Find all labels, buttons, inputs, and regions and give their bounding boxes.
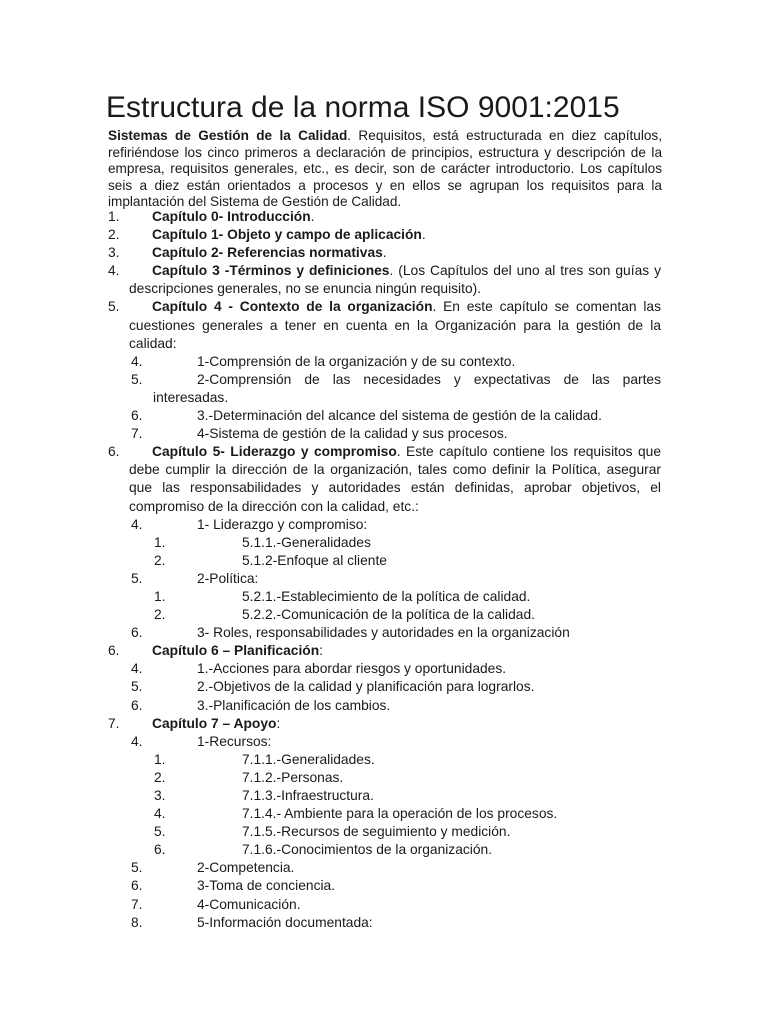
list-item [0, 425, 768, 443]
list-item [0, 787, 768, 805]
list-item [0, 226, 768, 244]
item-text: . [382, 245, 387, 261]
item-number: 6. [108, 643, 120, 659]
chapter-heading: Capítulo 1- Objeto y campo de aplicación [152, 227, 422, 243]
item-text: . En este capítulo se comentan las cuestiones generales a tener en cuenta en la Organización para la gestión de la calidad: [129, 299, 661, 351]
item-number: 1. [108, 209, 120, 224]
item-text: 4-Comunicación. [197, 896, 301, 912]
item-number: 6. [108, 444, 120, 460]
item-number: 1. [154, 534, 166, 550]
item-text: 7.1.1.-Generalidades. [242, 751, 375, 767]
item-text: 7.1.5.-Recursos de seguimiento y medición. [242, 824, 511, 840]
item-number: 5. [131, 371, 143, 387]
item-number: 6. [131, 697, 143, 713]
list-item [0, 914, 768, 932]
chapter-heading: Capítulo 0- Introducción [152, 209, 311, 224]
list-item [0, 262, 768, 298]
item-number: 6. [154, 842, 166, 858]
item-number: 2. [108, 227, 120, 243]
list-item [0, 896, 768, 914]
item-text: : [319, 643, 323, 659]
item-number: 2. [154, 607, 166, 623]
item-number: 6. [131, 408, 143, 424]
item-number: 5. [131, 570, 143, 586]
list-item [0, 624, 768, 642]
item-text: 2-Política: [197, 570, 259, 586]
chapter-heading: Capítulo 3 -Términos y definiciones [152, 263, 390, 279]
list-item [0, 570, 768, 588]
list-item [0, 769, 768, 787]
list-item [0, 244, 768, 262]
list-item [0, 751, 768, 769]
item-number: 4. [154, 806, 166, 822]
item-text: 5.2.2.-Comunicación de la política de la calidad. [242, 607, 535, 623]
item-number: 6. [131, 878, 143, 894]
list-item [0, 298, 768, 352]
item-text: 4-Sistema de gestión de la calidad y sus procesos. [197, 426, 508, 442]
item-number: 4. [131, 661, 143, 677]
item-text: 2-Competencia. [197, 860, 295, 876]
page-title: Estructura de la norma ISO 9001:2015 [106, 91, 620, 124]
list-item [0, 715, 768, 733]
item-number: 5. [131, 860, 143, 876]
item-text: 5-Información documentada: [197, 914, 373, 930]
item-text: 3-Toma de conciencia. [197, 878, 336, 894]
item-number: 5. [154, 824, 166, 840]
list-item [0, 534, 768, 552]
list-item [0, 516, 768, 534]
item-number: 4. [108, 263, 120, 279]
item-text: 5.1.1.-Generalidades [242, 534, 371, 550]
list-item [0, 588, 768, 606]
list-item [0, 371, 768, 407]
list-item [0, 552, 768, 570]
item-number: 7. [108, 715, 120, 731]
list-item [0, 407, 768, 425]
item-number: 4. [131, 516, 143, 532]
item-number: 5. [108, 299, 120, 315]
chapter-list [0, 208, 768, 932]
chapter-heading: Capítulo 4 - Contexto de la organización [152, 299, 433, 315]
list-item [0, 642, 768, 660]
item-text: 1-Comprensión de la organización y de su contexto. [197, 353, 516, 369]
list-item [0, 859, 768, 877]
list-item [0, 841, 768, 859]
item-number: 2. [154, 769, 166, 785]
item-number: 5. [131, 679, 143, 695]
list-item [0, 823, 768, 841]
chapter-heading: Capítulo 5- Liderazgo y compromiso [152, 444, 397, 460]
item-number: 7. [131, 896, 143, 912]
item-number: 4. [131, 353, 143, 369]
list-item [0, 353, 768, 371]
chapter-heading: Capítulo 2- Referencias normativas [152, 245, 383, 261]
list-item [0, 208, 768, 226]
item-text: 2-Comprensión de las necesidades y expectativas de las partes interesadas. [153, 371, 661, 405]
item-number: 2. [154, 552, 166, 568]
item-number: 4. [131, 733, 143, 749]
intro-paragraph [108, 128, 662, 211]
item-text: 3.-Planificación de los cambios. [197, 697, 391, 713]
item-text: 1-Recursos: [197, 733, 272, 749]
list-item [0, 697, 768, 715]
item-text: : [276, 715, 281, 731]
item-text: 5.1.2-Enfoque al cliente [242, 552, 387, 568]
list-item [0, 660, 768, 678]
item-text: . (Los Capítulos del uno al tres son guías y descripciones generales, no se enuncia ningún requisito). [129, 263, 661, 297]
item-number: 1. [154, 588, 166, 604]
item-number: 6. [131, 625, 143, 641]
item-text: 7.1.6.-Conocimientos de la organización. [242, 842, 493, 858]
item-number: 8. [131, 914, 143, 930]
item-text: 5.2.1.-Establecimiento de la política de calidad. [242, 588, 531, 604]
chapter-heading: Capítulo 7 – Apoyo [152, 715, 277, 731]
list-item [0, 606, 768, 624]
item-text: 1.-Acciones para abordar riesgos y oportunidades. [197, 661, 507, 677]
list-item [0, 877, 768, 895]
list-item [0, 443, 768, 515]
item-text: 2.-Objetivos de la calidad y planificación para lograrlos. [197, 679, 535, 695]
intro-text: . Requisitos, está estructurada en diez capítulos, refiriéndose los cinco primeros a declaración de principios, estructura y descripción de la empresa, requisitos generales, etc., es decir, son de carácter introductorio. Los capítulos seis a diez están orientados a procesos y en ellos se agrupan los requisitos para la implantación del Sistema de Gestión de Calidad. [108, 128, 662, 209]
list-item [0, 733, 768, 751]
list-item [0, 678, 768, 696]
item-number: 3. [154, 788, 166, 803]
chapter-heading: Capítulo 6 – Planificación [152, 643, 320, 659]
item-text: . Este capítulo contiene los requisitos que debe cumplir la dirección de la organización, tales como definir la Política, asegurar que las responsabilidades y autoridades están definidas, aprobar objetivos, el compromiso de la dirección con la calidad, etc.: [129, 444, 661, 514]
list-item [0, 805, 768, 823]
item-text: 7.1.2.-Personas. [242, 769, 344, 785]
item-number: 3. [108, 245, 120, 261]
item-text: . [310, 209, 315, 224]
item-text: 3- Roles, responsabilidades y autoridades en la organización [197, 625, 570, 641]
item-number: 1. [154, 751, 166, 767]
intro-bold-term: Sistemas de Gestión de la Calidad [108, 128, 348, 143]
item-number: 7. [131, 426, 143, 442]
item-text: 7.1.3.-Infraestructura. [242, 788, 374, 803]
item-text: 3.-Determinación del alcance del sistema de gestión de la calidad. [197, 408, 602, 424]
item-text: 1- Liderazgo y compromiso: [197, 516, 368, 532]
item-text: 7.1.4.- Ambiente para la operación de los procesos. [242, 806, 558, 822]
item-text: . [421, 227, 426, 243]
